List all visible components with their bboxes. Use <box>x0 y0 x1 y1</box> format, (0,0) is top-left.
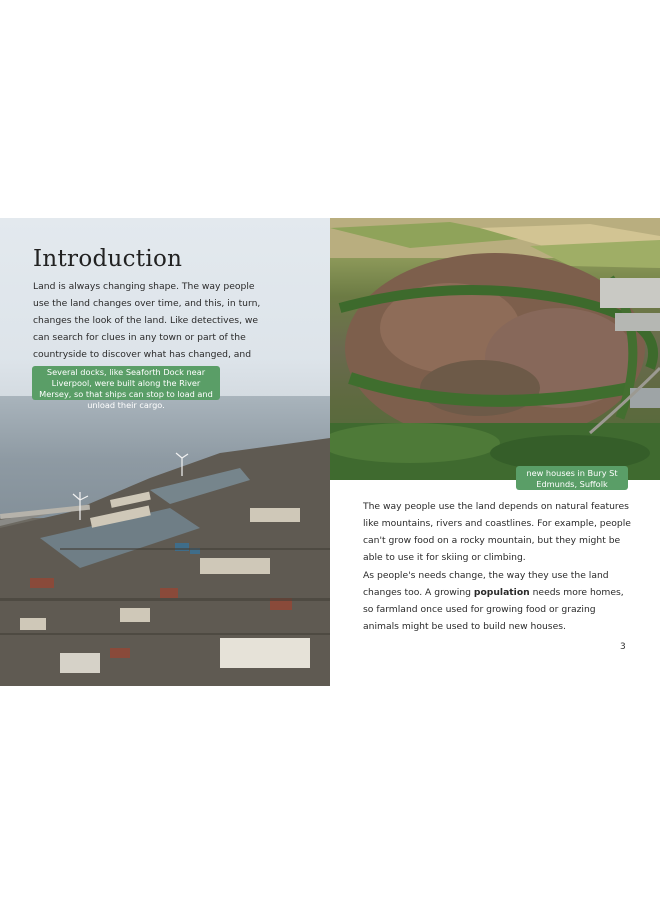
paragraph-2-text-end: needs more homes, so farmland once used for growing food or grazing animals might be used to build new houses. <box>363 587 624 632</box>
body-paragraph-1: The way people use the land depends on natural features like mountains, rivers and coastlines. For example, people can't grow food on a rocky mountain, but they might be able to use it for skiing or climbing. <box>363 501 631 563</box>
right-page <box>330 218 660 686</box>
docks-aerial-photo <box>0 408 330 686</box>
page-title: Introduction <box>33 246 183 272</box>
glossary-keyword-population: population <box>473 587 530 598</box>
housing-photo-caption: new houses in Bury St Edmunds, Suffolk <box>516 466 628 490</box>
housing-aerial-photo <box>330 218 660 480</box>
left-page <box>0 218 330 686</box>
page-number: 3 <box>620 642 626 652</box>
docks-photo-caption: Several docks, like Seaforth Dock near Liverpool, were built along the River Mersey, so that ships can stop to load and unload their cargo. <box>32 366 220 400</box>
body-paragraph-2 <box>363 567 631 635</box>
housing-photo-graphic <box>330 218 660 480</box>
paragraph-2-text-start: As people's needs change, the way they use the land changes too. A growing <box>363 570 609 598</box>
intro-paragraph: Land is always changing shape. The way people use the land changes over time, and this, in turn, changes the look of the land. Like detectives, we can search for clues in any town or part of the countryside to discover what has changed, and <box>33 281 261 361</box>
book-spread <box>0 218 660 686</box>
